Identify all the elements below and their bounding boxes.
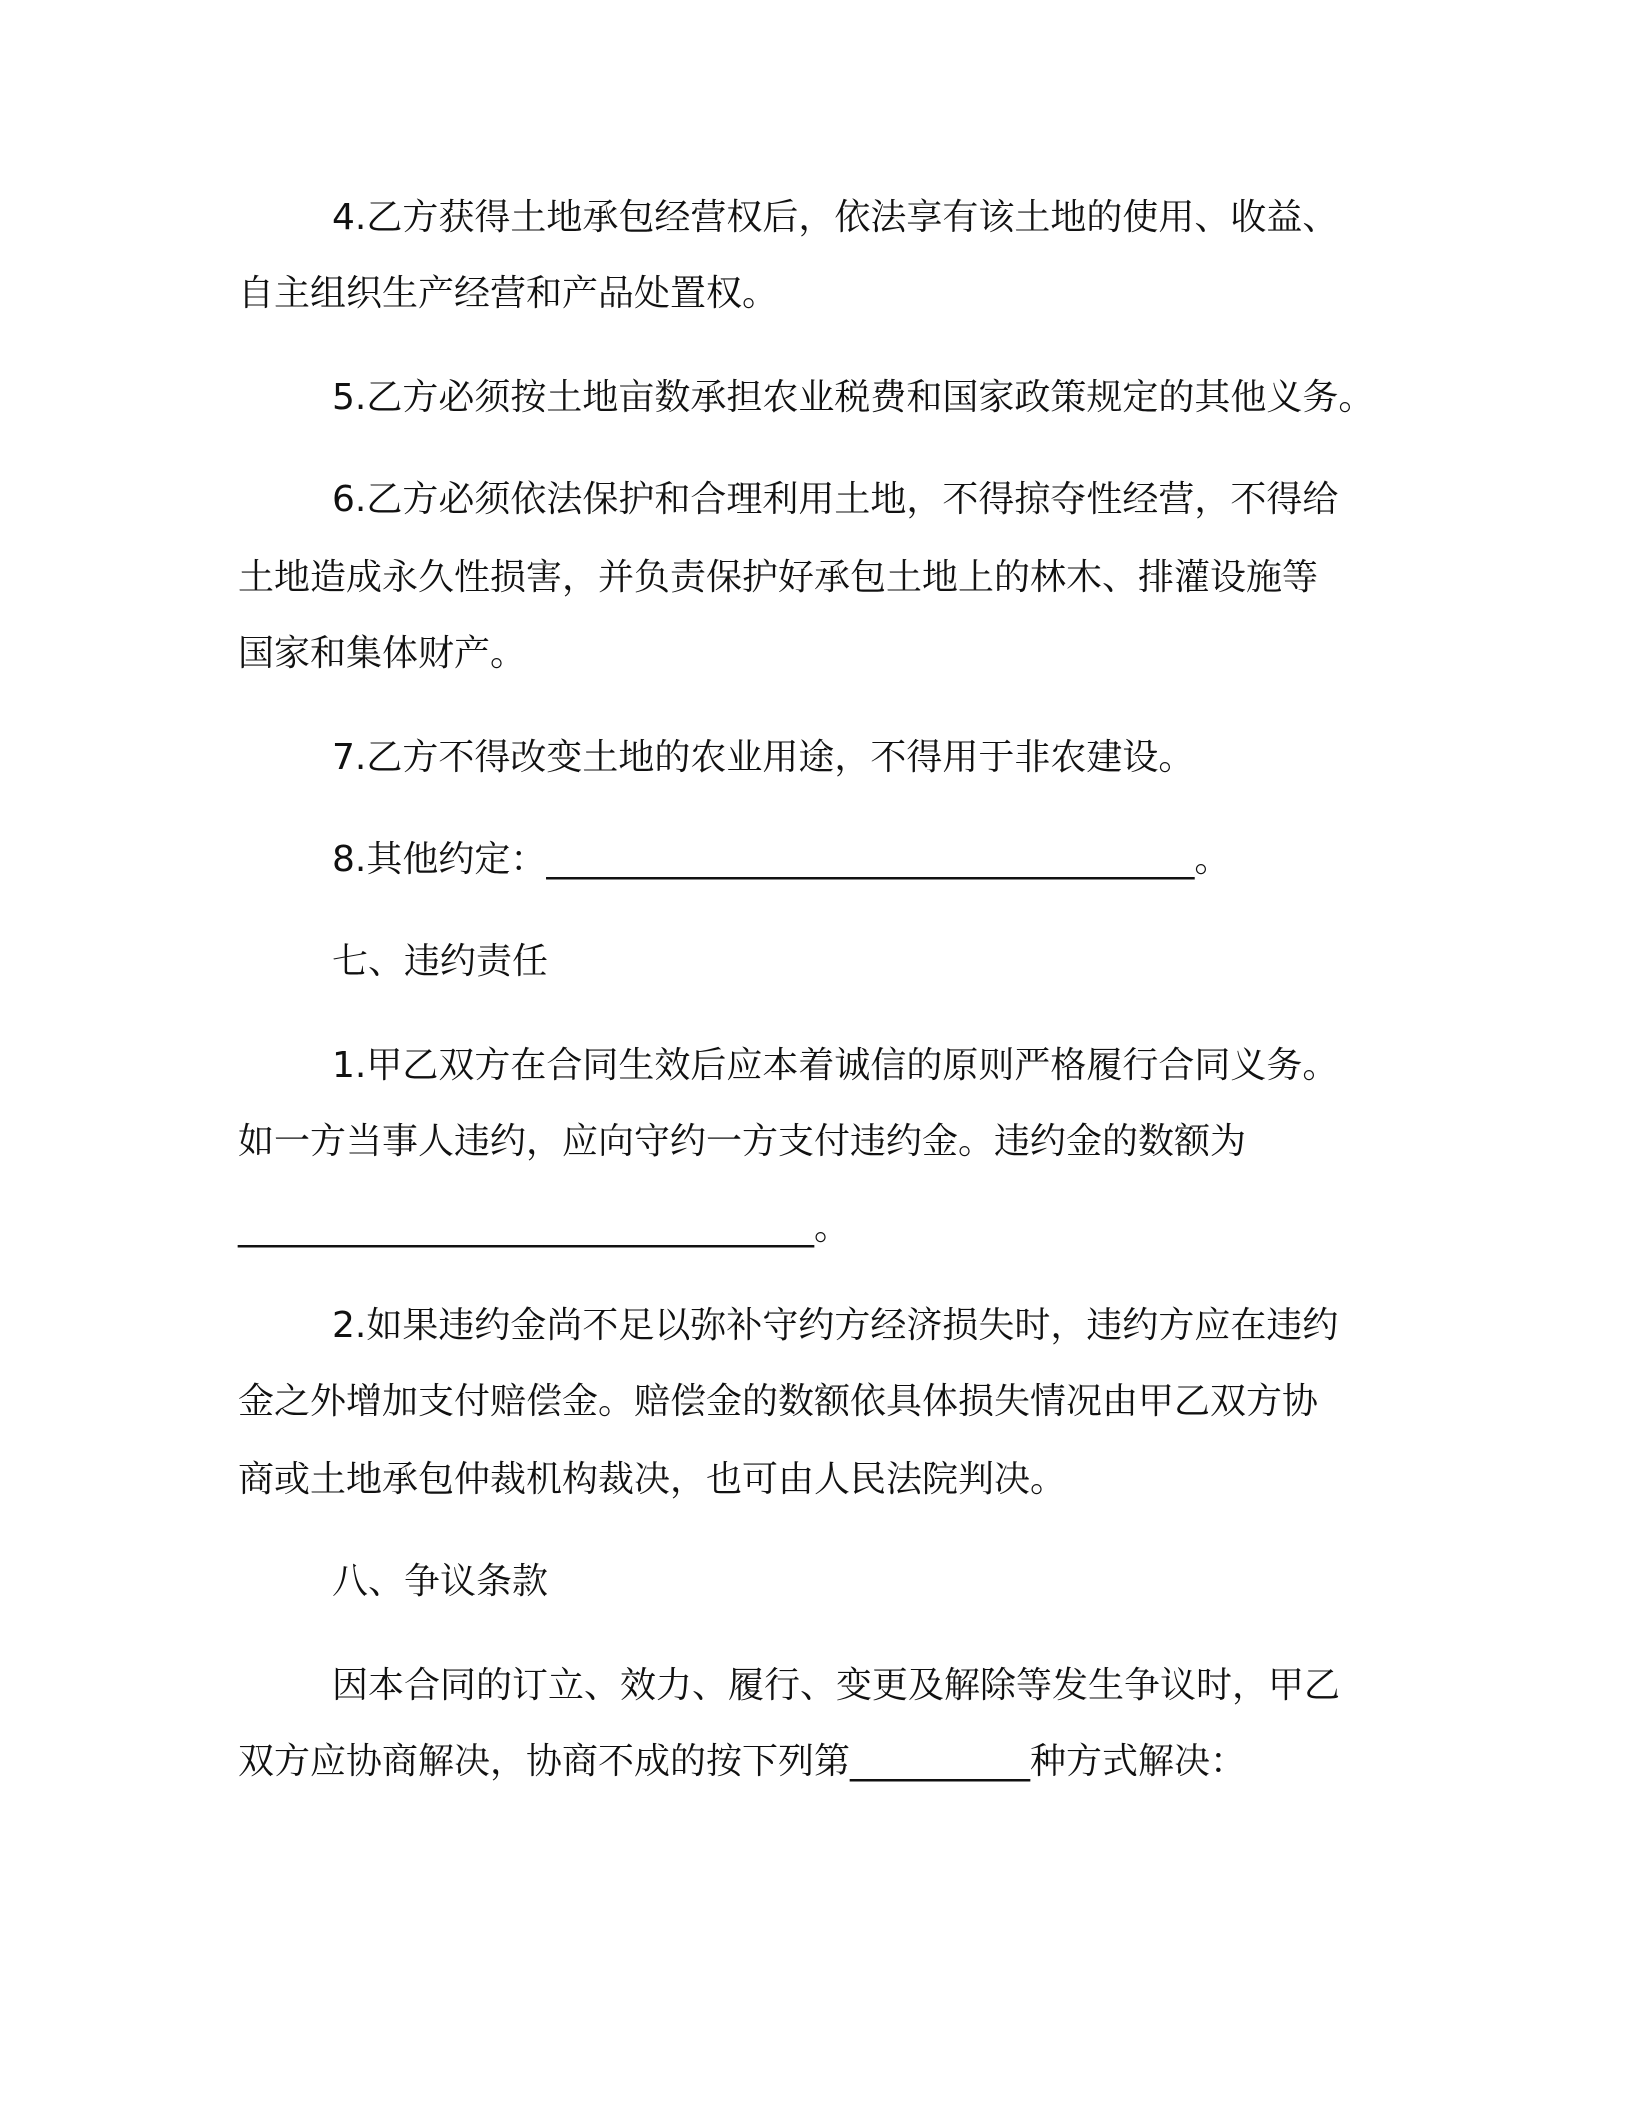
breach-2-line-3: 商或土地承包仲裁机构裁决，也可由人民法院判决。: [238, 1459, 1067, 1500]
clause-5-line-1: 5.乙方必须按土地亩数承担农业税费和国家政策规定的其他义务。: [332, 377, 1375, 418]
dispute-line-2: 双方应协商解决，协商不成的按下列第__________种方式解决：: [238, 1741, 1247, 1782]
clause-8-line-1: 8.其他约定：____________________________________。: [332, 839, 1231, 880]
clause-7-line-1: 7.乙方不得改变土地的农业用途，不得用于非农建设。: [332, 737, 1195, 778]
breach-1-line-1: 1.甲乙双方在合同生效后应本着诚信的原则严格履行合同义务。: [332, 1045, 1339, 1086]
breach-1-line-2: 如一方当事人违约，应向守约一方支付违约金。违约金的数额为: [238, 1121, 1247, 1162]
breach-2-line-1: 2.如果违约金尚不足以弥补守约方经济损失时，违约方应在违约: [332, 1305, 1339, 1346]
clause-4-line-2: 自主组织生产经营和产品处置权。: [238, 273, 779, 314]
dispute-line-1: 因本合同的订立、效力、履行、变更及解除等发生争议时，甲乙: [332, 1665, 1341, 1706]
clause-6-line-2: 土地造成永久性损害，并负责保护好承包土地上的林木、排灌设施等: [238, 557, 1319, 598]
breach-2-line-2: 金之外增加支付赔偿金。赔偿金的数额依具体损失情况由甲乙双方协: [238, 1381, 1319, 1422]
clause-4-line-1: 4.乙方获得土地承包经营权后，依法享有该土地的使用、收益、: [332, 197, 1339, 238]
section-heading-dispute: 八、争议条款: [332, 1561, 549, 1602]
breach-1-line-3: ________________________________。: [238, 1207, 850, 1248]
clause-6-line-3: 国家和集体财产。: [238, 633, 527, 674]
clause-6-line-1: 6.乙方必须依法保护和合理利用土地，不得掠夺性经营，不得给: [332, 479, 1339, 520]
section-heading-breach: 七、违约责任: [332, 941, 549, 982]
